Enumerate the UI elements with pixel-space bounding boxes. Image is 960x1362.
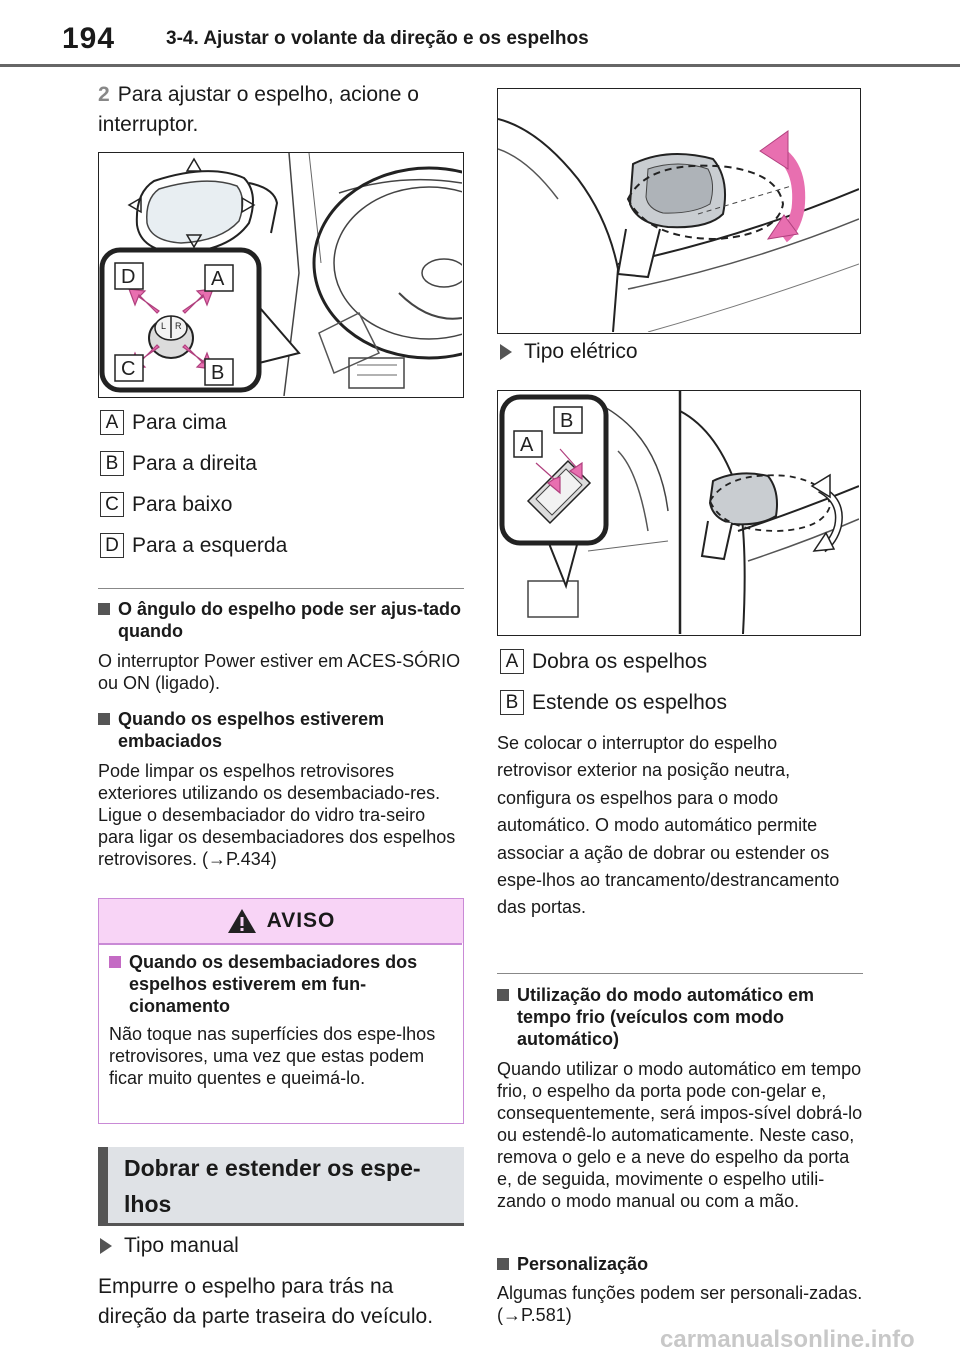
legend-text: Para a esquerda [132,533,288,557]
page-header [0,0,960,66]
subheading-fogged: Quando os espelhos estiverem embaciados [98,708,466,752]
subheading-angle: O ângulo do espelho pode ser ajus-tado quando [98,598,466,642]
page-number: 194 [62,22,116,55]
paragraph-auto-mode: Se colocar o interruptor do espelho retrovisor exterior na posição neutra, configura os espelhos para o modo automático. O modo automático permite associar a ação de dobrar ou estender os espe-lhos ao trancamento/destrancamento das portas. [497,733,840,918]
fig1-label-b: B [211,362,225,384]
legend-text: Estende os espelhos [532,690,727,714]
fig1-label-c: C [121,358,136,380]
legend-text: Para baixo [132,492,233,516]
paragraph-angle: O interruptor Power estiver em ACES-SÓRIO ou ON (ligado). [98,651,461,693]
warning-box [98,898,464,1124]
manual-fold-figure [497,88,861,334]
legend-item [100,492,232,517]
legend-item [100,533,287,558]
fig3-label-a: A [520,434,534,456]
paragraph-fogged: Pode limpar os espelhos retrovisores exteriores utilizando os desembaciado-res. Ligue o desembaciador do vidro tra-seiro para ligar os desembaciadores dos espelhos retrovisores. (→P.434) [98,761,456,869]
paragraph-customization: Algumas funções podem ser personali-zadas. (→P.581) [497,1283,863,1325]
fig3-label-b: B [560,410,574,432]
watermark: carmanualsonline.info [660,1326,915,1353]
legend-letter: C [100,492,124,517]
warning-triangle-icon [227,908,257,934]
fig1-label-a: A [211,268,225,290]
legend-letter: B [500,690,524,715]
fold-section-heading [98,1147,464,1225]
triangle-bullet-icon [100,1238,112,1254]
warning-body: Não toque nas superfícies dos espe-lhos retrovisores, uma vez que estas podem ficar muito quentes e queimá-lo. [109,1024,436,1088]
fig1-label-d: D [121,266,136,288]
square-bullet-icon [109,956,121,968]
legend-letter: B [100,451,124,476]
subheading-customization: Personalização [497,1253,861,1275]
manual-type-item [100,1234,239,1258]
manual-type-text: Empurre o espelho para trás na direção da parte traseira do veículo. [98,1275,434,1328]
mirror-switch-figure [98,152,464,398]
electric-fold-figure [497,390,861,636]
manual-type-label: Tipo manual [124,1234,239,1257]
legend-text: Para a direita [132,451,257,475]
electric-type-item [500,340,638,364]
section-divider [497,973,863,974]
step-number: 2 [98,83,110,106]
step-2 [98,80,468,140]
legend-letter: A [500,649,524,674]
square-bullet-icon [497,989,509,1001]
warning-label: AVISO [266,909,336,932]
square-bullet-icon [98,603,110,615]
legend-letter: D [100,533,124,558]
electric-type-label: Tipo elétrico [524,340,638,363]
square-bullet-icon [497,1258,509,1270]
legend-item [500,690,727,715]
step-text: Para ajustar o espelho, acione o interruptor. [98,83,419,136]
fold-heading-text: Dobrar e estender os espe-lhos [124,1155,421,1217]
legend-item [500,649,707,674]
switch-label-l: L [161,321,167,331]
subheading-cold-weather: Utilização do modo automático em tempo frio (veículos com modo automático) [497,984,861,1050]
legend-text: Dobra os espelhos [532,649,708,673]
triangle-bullet-icon [500,344,512,360]
warning-divider [99,943,462,945]
heading-underline [98,1223,464,1226]
switch-label-r: R [175,321,182,331]
legend-item [100,451,257,476]
paragraph-cold-weather: Quando utilizar o modo automático em tempo frio, o espelho da porta pode con-gelar e, consequentemente, será impos-sível dobrá-lo ou estendê-lo automaticamente. Neste caso, remova o gelo e a neve do espelho da porta e, de seguida, movimente o espelho utili-zando o modo manual ou com a mão. [497,1059,863,1211]
legend-text: Para cima [132,410,227,434]
warning-title: Quando os desembaciadores dos espelhos estiverem em fun-cionamento [109,951,454,1017]
legend-letter: A [100,410,124,435]
header-divider [0,64,960,67]
legend-item [100,410,227,435]
section-divider [98,588,464,589]
square-bullet-icon [98,713,110,725]
section-title: 3-4. Ajustar o volante da direção e os espelhos [166,28,589,49]
warning-header [99,899,463,943]
